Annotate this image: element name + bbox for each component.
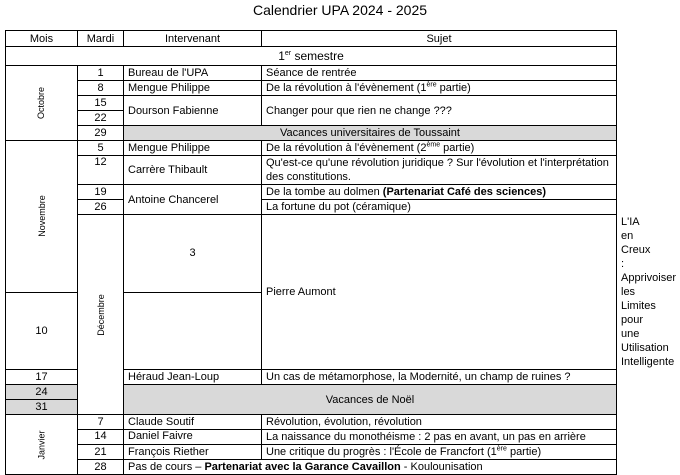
semester-label: 1er semestre <box>6 47 617 66</box>
table-row <box>6 185 617 200</box>
speaker-cell: Héraud Jean-Loup <box>124 370 262 385</box>
note-cell: Pas de cours – Partenariat avec la Garance Cavaillon - Koulounisation <box>124 460 617 475</box>
speaker-cell: Dourson Fabienne <box>124 96 262 126</box>
table-row <box>6 66 617 81</box>
speaker-cell: Bureau de l'UPA <box>124 66 262 81</box>
day-cell: 29 <box>78 126 124 141</box>
day-cell: 5 <box>78 141 124 156</box>
month-november: Novembre <box>6 141 78 293</box>
table-row <box>6 126 617 141</box>
subject-cell: De la révolution à l'évènement (2ème partie) <box>262 141 617 156</box>
table-row <box>6 430 617 445</box>
table-row: Décembre 3 Pierre Aumont L'IA en Creux : Apprivoiser les Limites pour une Utilisation Intelligente <box>6 215 617 293</box>
holiday-cell: Vacances de Noël <box>124 385 617 415</box>
subject-cell: La naissance du monothéisme : 2 pas en avant, un pas en arrière <box>262 430 617 445</box>
day-cell: 12 <box>78 156 124 185</box>
speaker-cell: Antoine Chancerel <box>124 185 262 215</box>
speaker-cell: Claude Soutif <box>124 415 262 430</box>
day-cell: 26 <box>78 200 124 215</box>
header-subject: Sujet <box>262 31 617 47</box>
subject-cell: Séance de rentrée <box>262 66 617 81</box>
header-month: Mois <box>6 31 78 47</box>
day-cell: 10 <box>6 292 78 370</box>
header-row <box>6 31 617 47</box>
table-row <box>6 200 617 215</box>
holiday-cell: Vacances universitaires de Toussaint <box>124 126 617 141</box>
table-row <box>6 460 617 475</box>
day-cell: 19 <box>78 185 124 200</box>
table-row <box>6 141 617 156</box>
day-cell: 8 <box>78 81 124 96</box>
speaker-cell: Mengue Philippe <box>124 141 262 156</box>
day-cell: 15 <box>78 96 124 111</box>
header-day: Mardi <box>78 31 124 47</box>
calendar-table <box>5 30 677 475</box>
speaker-cell: Mengue Philippe <box>124 81 262 96</box>
day-cell: 14 <box>78 430 124 445</box>
table-row <box>6 96 617 111</box>
speaker-cell: Carrère Thibault <box>124 156 262 185</box>
speaker-cell: Daniel Faivre <box>124 430 262 445</box>
day-cell: 24 <box>6 385 78 400</box>
day-cell: 21 <box>78 445 124 460</box>
table-row <box>6 415 617 430</box>
day-cell: 31 <box>6 400 78 415</box>
semester-row <box>6 47 617 66</box>
subject-cell: De la révolution à l'évènement (1ère partie) <box>262 81 617 96</box>
month-january: Janvier <box>6 415 78 475</box>
day-cell: 28 <box>78 460 124 475</box>
header-speaker: Intervenant <box>124 31 262 47</box>
day-cell: 17 <box>6 370 78 385</box>
day-cell: 7 <box>78 415 124 430</box>
table-row <box>6 156 617 185</box>
speaker-cell: François Riether <box>124 445 262 460</box>
table-row <box>6 445 617 460</box>
subject-cell: Une critique du progrès : l'École de Francfort (1ère partie) <box>262 445 617 460</box>
subject-cell: Qu'est-ce qu'une révolution juridique ? Sur l'évolution et l'interprétation des constitutions. <box>262 156 617 185</box>
speaker-cell: Pierre Aumont <box>262 215 617 370</box>
page-title: Calendrier UPA 2024 - 2025 <box>252 2 428 18</box>
day-cell: 1 <box>78 66 124 81</box>
day-cell: 22 <box>78 111 124 126</box>
subject-cell: Révolution, évolution, révolution <box>262 415 617 430</box>
month-december: Décembre <box>78 215 124 415</box>
subject-cell: La fortune du pot (céramique) <box>262 200 617 215</box>
day-cell: 3 <box>124 215 262 293</box>
subject-cell: De la tombe au dolmen (Partenariat Café des sciences) <box>262 185 617 200</box>
subject-cell: Changer pour que rien ne change ??? <box>262 96 617 126</box>
subject-cell: Un cas de métamorphose, la Modernité, un champ de ruines ? <box>262 370 617 385</box>
month-october: Octobre <box>6 66 78 141</box>
table-row <box>6 81 617 96</box>
